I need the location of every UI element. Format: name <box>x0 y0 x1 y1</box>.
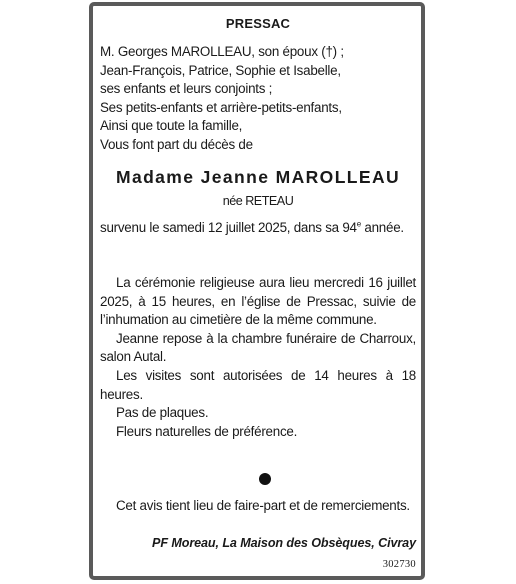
maiden-name: née RETEAU <box>222 194 294 208</box>
family-line: M. Georges MAROLLEAU, son époux (†) ; <box>100 44 344 59</box>
funeral-home-signature: PF Moreau, La Maison des Obsèques, Civray <box>152 536 416 550</box>
deceased-name: Madame Jeanne MAROLLEAU <box>115 167 401 187</box>
obituary-notice <box>89 2 425 580</box>
ceremony-details <box>100 274 416 441</box>
closing-paragraph: Cet avis tient lieu de faire-part et de remerciements. <box>116 498 410 513</box>
family-line: Jean-François, Patrice, Sophie et Isabelle, <box>100 62 341 78</box>
family-line: Vous font part du décès de <box>100 136 253 152</box>
death-text-end: année. <box>360 220 404 235</box>
no-plaques-paragraph: Pas de plaques. <box>116 405 209 421</box>
family-line: Ainsi que toute la famille, <box>100 118 243 134</box>
family-line: ses enfants et leurs conjoints ; <box>100 81 273 97</box>
notice-content <box>100 6 416 576</box>
ceremony-paragraph: La cérémonie religieuse aura lieu mercredi 16 juillet 2025, à 15 heures, en l’église de Pressac, suivie de l’inhumation au cimetière de la même commune. <box>100 275 416 328</box>
flowers-paragraph: Fleurs naturelles de préférence. <box>116 423 298 439</box>
family-announcement <box>100 43 416 155</box>
funeral-parlor-paragraph: Jeanne repose à la chambre funéraire de Charroux, salon Autal. <box>100 330 416 365</box>
reference-number: 302730 <box>382 559 416 570</box>
death-text: survenu le samedi 12 juillet 2025, dans sa 94 <box>100 220 357 235</box>
town-heading: PRESSAC <box>225 16 291 31</box>
bullet-separator <box>259 473 271 485</box>
family-line: Ses petits-enfants et arrière-petits-enfants, <box>100 99 342 115</box>
ordinal-suffix: e <box>356 219 361 229</box>
death-date-paragraph <box>100 219 416 238</box>
visits-paragraph: Les visites sont autorisées de 14 heures à 18 heures. <box>100 367 416 402</box>
